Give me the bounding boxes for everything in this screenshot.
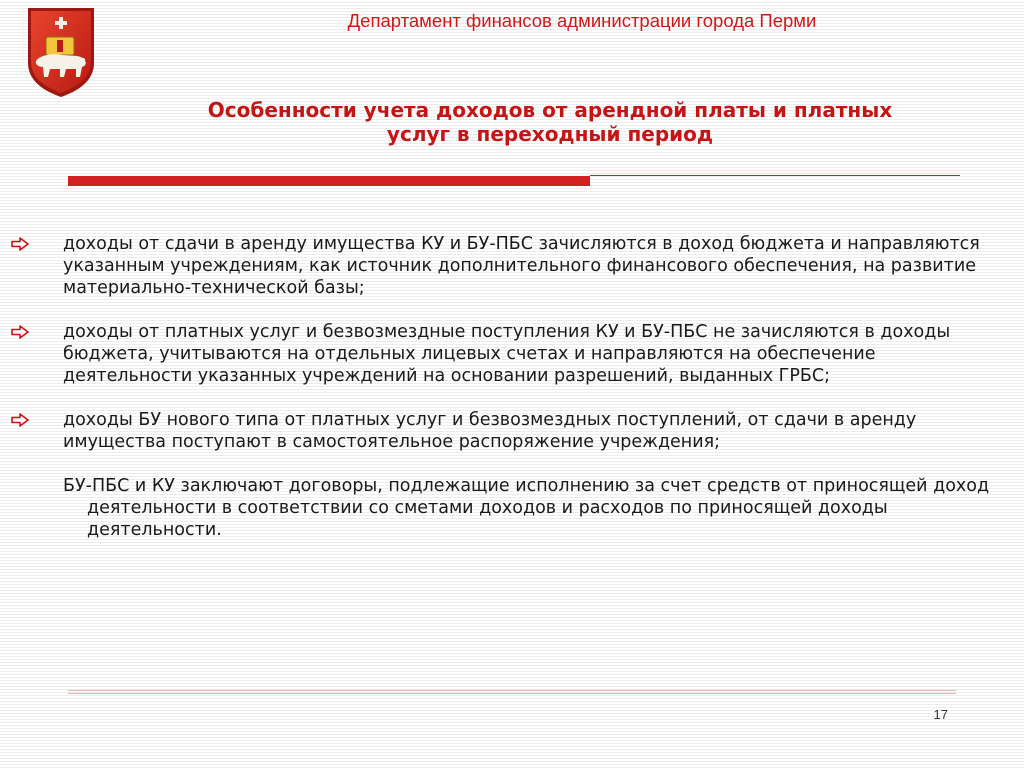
department-header: Департамент финансов администрации города Перми [347,10,817,31]
bullet-text: БУ-ПБС и КУ заключают договоры, подлежащие исполнению за счет средств от приносящей доход деятельности в соответствии со сметами доходов и расходов по приносящей доходы деятельности. [63,476,990,540]
footer-divider [68,690,956,694]
bullet-item [0,409,1024,453]
arrow-outline-right-icon [11,325,29,339]
page-number: 17 [933,707,948,722]
arrow-outline-right-icon [11,237,29,251]
bullet-text: доходы от платных услуг и безвозмездные поступления КУ и БУ-ПБС не зачисляются в доходы бюджета, учитываются на отдельных лицевых счетах и направляются на обеспечение деятельности указанных учреждений на основании разрешений, выданных ГРБС; [63,322,951,386]
slide-title [100,98,1000,146]
bullet-text: доходы от сдачи в аренду имущества КУ и БУ-ПБС зачисляются в доход бюджета и направляются указанным учреждениям, как источник дополнительного финансового обеспечения, на развитие материально-технической базы; [63,234,980,298]
title-underline-bar [68,176,590,186]
bullet-item [0,233,1024,299]
bullet-item-plain [0,475,1024,541]
arrow-outline-right-icon [11,413,29,427]
bullet-list [0,233,1024,541]
slide-title-line-1: Особенности учета доходов от арендной платы и платных [207,98,893,122]
bullet-item [0,321,1024,387]
title-underline-thin-line [590,175,960,176]
slide-title-line-2: услуг в переходный период [386,122,714,146]
bullet-text: доходы БУ нового типа от платных услуг и безвозмездных поступлений, от сдачи в аренду имущества поступают в самостоятельное распоряжение учреждения; [63,410,917,452]
